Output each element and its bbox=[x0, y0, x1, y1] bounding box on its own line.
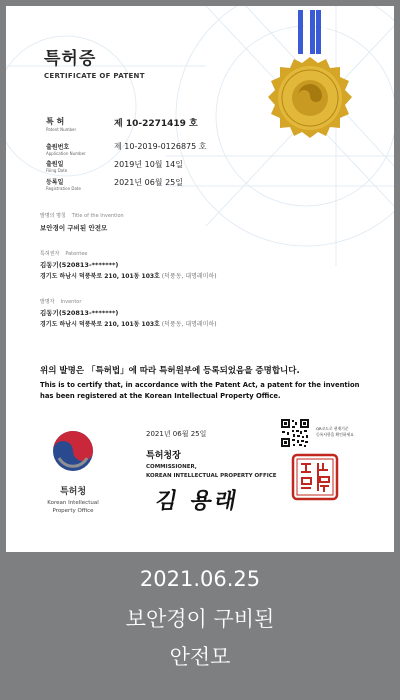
application-number-sublabel: Application Number bbox=[46, 151, 86, 156]
office-name-english-line1: Korean Intellectual bbox=[47, 500, 99, 506]
kipo-taegeuk-logo-icon bbox=[50, 428, 96, 474]
official-red-stamp-icon bbox=[290, 452, 340, 502]
invention-title-label: 발명의 명칭 Title of the Invention bbox=[40, 213, 124, 219]
application-number-value: 제 10-2019-0126875 호 bbox=[114, 142, 207, 151]
commissioner-title-english-line2: KOREAN INTELLECTUAL PROPERTY OFFICE bbox=[146, 473, 277, 479]
inventor-name: 김동기(520813-*******) bbox=[40, 309, 119, 317]
inventor-label: 발명자 Inventor bbox=[40, 299, 82, 305]
registration-date-value: 2021년 06월 25일 bbox=[114, 178, 183, 187]
registration-date-sublabel: Registration Date bbox=[46, 186, 81, 191]
commissioner-title-english-line1: COMMISSIONER, bbox=[146, 464, 197, 470]
qr-code-icon bbox=[280, 418, 310, 448]
commissioner-signature: 김 용래 bbox=[153, 488, 242, 514]
patent-number-label: 특 허 bbox=[46, 117, 65, 126]
filing-date-value: 2019년 10월 14일 bbox=[114, 160, 183, 169]
certificate-title-english: CERTIFICATE OF PATENT bbox=[44, 72, 145, 80]
caption-product-line2: 안전모 bbox=[169, 645, 231, 669]
certification-statement-english: This is to certify that, in accordance with the Patent Act, a patent for the invention has been registered at the Korean Intellectual Property Office. bbox=[40, 381, 360, 400]
office-name-english-line2: Property Office bbox=[52, 508, 94, 514]
invention-title-value: 보안경이 구비된 안전모 bbox=[40, 224, 108, 232]
patentee-address: 경기도 하남시 덕풍북로 210, 101동 103호 (덕풍동, 대명레미하) bbox=[40, 273, 217, 280]
commissioner-title: 특허청장 bbox=[146, 451, 181, 461]
gold-seal-icon bbox=[262, 6, 358, 146]
inventor-address: 경기도 하남시 덕풍북로 210, 101동 103호 (덕풍동, 대명레미하) bbox=[40, 321, 217, 328]
qr-code-note: QR코드로 현재기준 등록사항을 확인하세요 bbox=[316, 426, 354, 437]
caption-product-line1: 보안경이 구비된 bbox=[125, 607, 275, 631]
patentee-name: 김동기(520813-*******) bbox=[40, 261, 119, 269]
filing-date-sublabel: Filing Date bbox=[46, 168, 68, 173]
patent-number-value: 제 10-2271419 호 bbox=[114, 119, 198, 129]
registration-date-label: 등록일 bbox=[46, 179, 64, 186]
patent-number-sublabel: Patent Number bbox=[46, 127, 77, 132]
patentee-label: 특허권자 Patentee bbox=[40, 251, 88, 257]
certificate-title: 특허증 bbox=[44, 49, 97, 69]
certification-statement-korean: 위의 발명은 「특허법」에 따라 특허원부에 등록되었음을 증명합니다. bbox=[40, 366, 300, 376]
application-number-label: 출원번호 bbox=[46, 144, 70, 151]
issue-date: 2021년 06월 25일 bbox=[146, 430, 207, 438]
caption-date: 2021.06.25 bbox=[139, 567, 261, 591]
filing-date-label: 출원일 bbox=[46, 161, 64, 168]
office-name-korean: 특허청 bbox=[59, 487, 87, 497]
patent-certificate bbox=[6, 6, 394, 552]
